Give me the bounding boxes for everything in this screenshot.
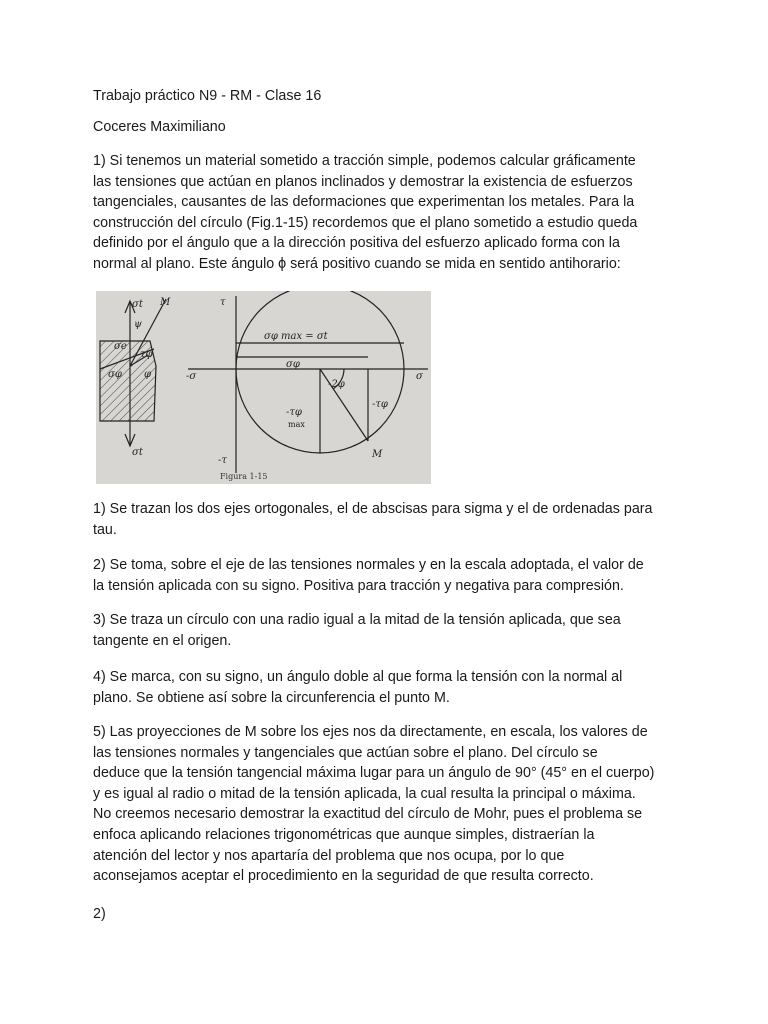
- label-sigma-phi-max: σφ max = σt: [264, 331, 328, 342]
- step-line: tau.: [93, 521, 117, 538]
- step-line: 2) Se toma, sobre el eje de las tensiones normales y en la escala adoptada, el valor de: [93, 557, 644, 573]
- intro-line: 1) Si tenemos un material sometido a tracción simple, podemos calcular gráficamente: [93, 153, 636, 169]
- step-line: 1) Se trazan los dos ejes ortogonales, el de abscisas para sigma y el de ordenadas para: [93, 501, 653, 517]
- label-two-phi: -2φ: [328, 379, 345, 390]
- step-2: [93, 555, 683, 596]
- author-name: Coceres Maximiliano: [93, 119, 226, 135]
- step-line: enfoca aplicando relaciones trigonométricas que aunque simples, distraerían la: [93, 826, 595, 843]
- step-line: tangente en el origen.: [93, 632, 232, 649]
- label-sigma-phi: σφ: [286, 359, 300, 370]
- label-sigma-t-top: σt: [132, 299, 143, 310]
- document-title: Trabajo práctico N9 - RM - Clase 16: [93, 88, 322, 104]
- step-line: las tensiones normales y tangenciales que actúan sobre el plano. Del círculo se: [93, 744, 598, 761]
- step-5: [93, 722, 683, 887]
- label-sigma-e: σe: [114, 341, 127, 352]
- label-sigma-neg: -σ: [186, 371, 197, 382]
- step-line: deduce que la tensión tangencial máxima lugar para un ángulo de 90° (45° en el cuerpo): [93, 765, 655, 782]
- intro-line: normal al plano. Este ángulo ϕ será positivo cuando se mida en sentido antihorario:: [93, 255, 621, 272]
- step-line: 4) Se marca, con su signo, un ángulo doble al que forma la tensión con la normal al: [93, 669, 623, 685]
- label-tau-top: τ: [220, 297, 226, 308]
- label-m-top: M: [160, 297, 171, 308]
- label-m-point: M: [372, 449, 383, 460]
- step-line: y es igual al radio o mitad de la tensión aplicada, la cual resulta la principal o máxima.: [93, 785, 636, 802]
- intro-line: las tensiones que actúan en planos inclinados y demostrar la existencia de esfuerzos: [93, 173, 633, 190]
- label-max: max: [288, 420, 305, 429]
- step-line: plano. Se obtiene así sobre la circunferencia el punto M.: [93, 689, 450, 706]
- step-line: atención del lector y nos apartaría del problema que nos ocupa, por lo que: [93, 847, 565, 864]
- step-1: [93, 499, 683, 540]
- label-tau-phi-left: τφ: [140, 349, 153, 360]
- label-sigma-phi-left: σφ: [108, 369, 122, 380]
- step-line: la tensión aplicada con su signo. Positiva para tracción y negativa para compresión.: [93, 577, 624, 594]
- step-line: 5) Las proyecciones de M sobre los ejes nos da directamente, en escala, los valores de: [93, 724, 648, 740]
- step-4: [93, 667, 683, 708]
- item-2-marker: 2): [93, 906, 106, 922]
- step-line: aconsejamos aceptar el procedimiento en la seguridad de que resulta correcto.: [93, 868, 594, 885]
- figure-caption: Figura 1-15: [220, 472, 268, 481]
- step-line: No creemos necesario demostrar la exactitud del círculo de Mohr, pues el problema se: [93, 806, 643, 823]
- label-tau-phi-right: -τφ: [372, 399, 388, 410]
- label-sigma-t-bottom: σt: [132, 447, 143, 458]
- label-tau-bottom: -τ: [218, 455, 227, 466]
- label-phi-small: φ: [144, 369, 152, 380]
- intro-line: definido por el ángulo que a la dirección positiva del esfuerzo aplicado forma con la: [93, 235, 620, 252]
- mohr-diagram: [96, 291, 431, 484]
- intro-paragraph: [93, 151, 683, 275]
- intro-line: tangenciales, causantes de las deformaciones que experimentan los metales. Para la: [93, 194, 635, 211]
- intro-line: construcción del círculo (Fig.1-15) recordemos que el plano sometido a estudio queda: [93, 214, 638, 231]
- label-sigma-pos: σ: [416, 371, 423, 382]
- step-3: [93, 610, 683, 651]
- label-tau-phi-max: -τφ: [286, 407, 302, 418]
- mohr-circle-figure: [96, 291, 431, 484]
- step-line: 3) Se traza un círculo con una radio igual a la mitad de la tensión aplicada, que sea: [93, 612, 621, 628]
- label-psi: ψ: [134, 319, 142, 330]
